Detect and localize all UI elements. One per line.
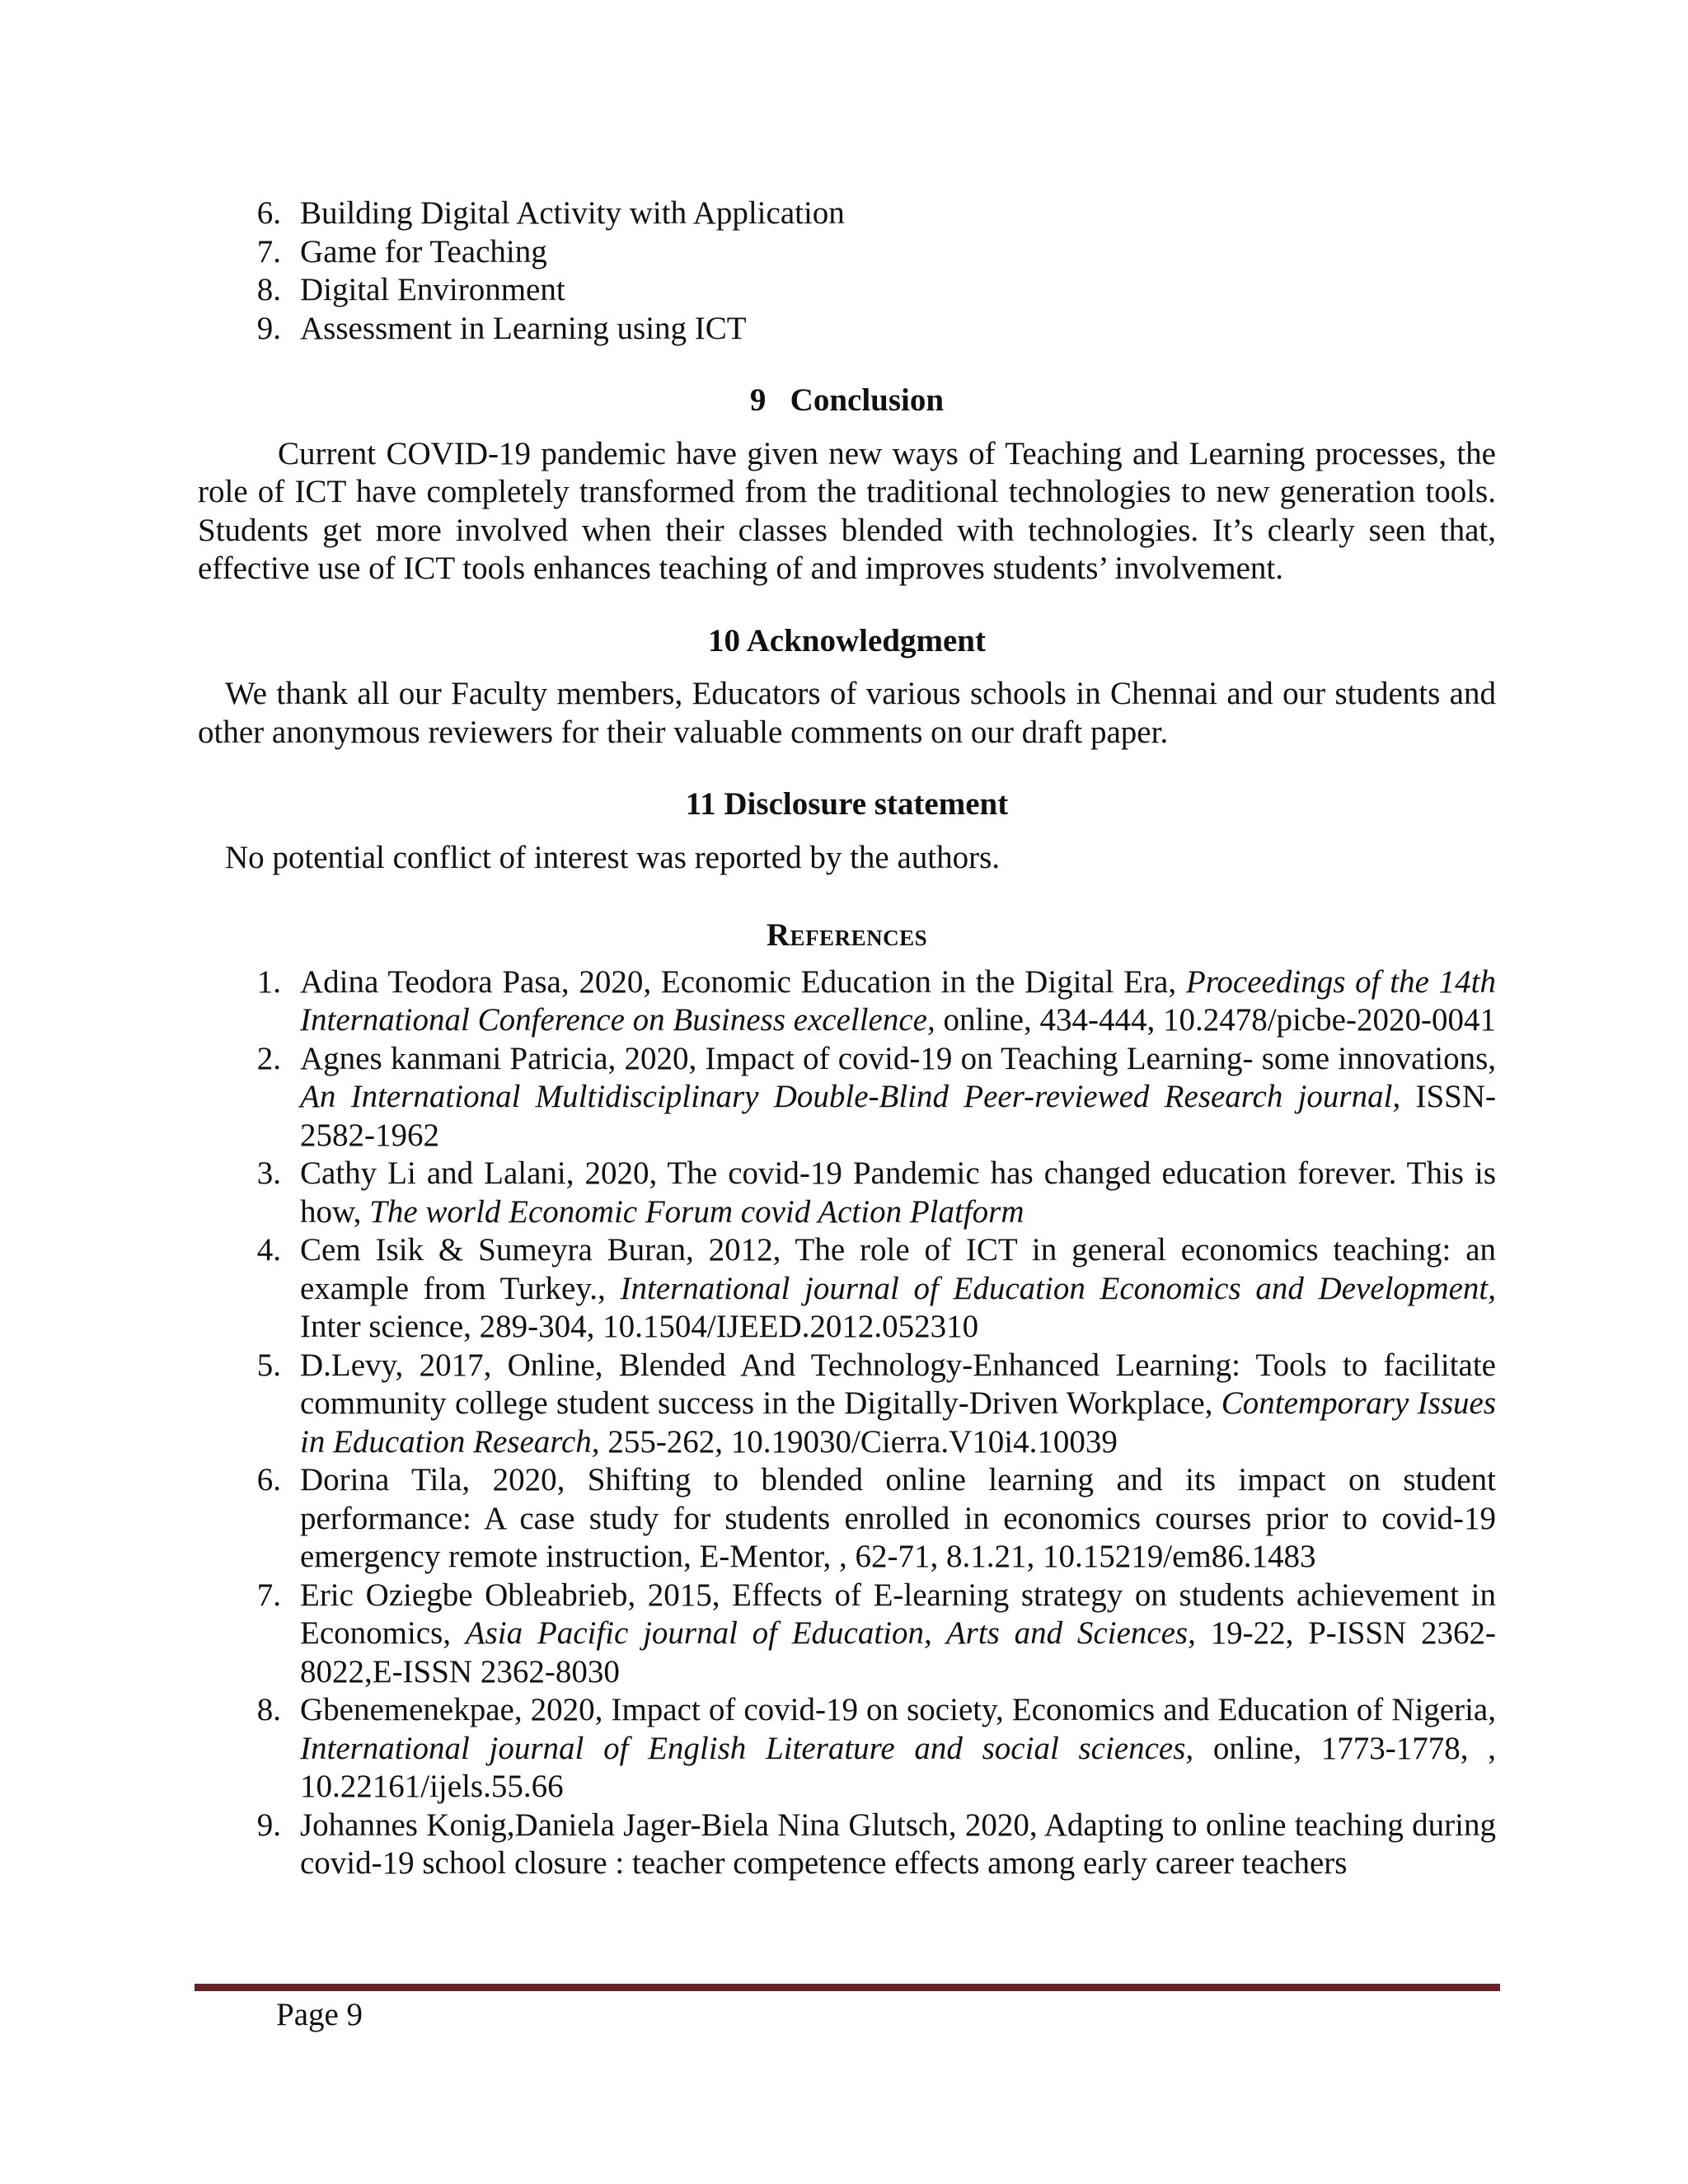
list-text: Game for Teaching	[300, 233, 547, 269]
list-number: 9.	[256, 310, 281, 346]
references-list	[198, 963, 1496, 1883]
list-text: Assessment in Learning using ICT	[300, 310, 747, 346]
references-heading: References	[766, 917, 928, 953]
list-item	[198, 233, 1496, 272]
reference-number: 7.	[256, 1577, 281, 1613]
acknowledgment-text: We thank all our Faculty members, Educators of various schools in Chennai and our students and other anonymous reviewers for their valuable comments on our draft paper.	[198, 676, 1496, 750]
list-item	[198, 194, 1496, 233]
list-item	[198, 271, 1496, 310]
list-item	[198, 310, 1496, 349]
reference-number: 4.	[256, 1232, 281, 1268]
page-number: Page 9	[276, 1997, 363, 2032]
reference-text: Gbenemenekpae, 2020, Impact of covid-19 on society, Economics and Education of Nigeria, International journal of English Literature and social sciences, online, 1773-1778, , 10.22161/ijels.55.66	[300, 1692, 1497, 1804]
reference-item	[198, 963, 1496, 1040]
reference-text: Agnes kanmani Patricia, 2020, Impact of covid-19 on Teaching Learning- some innovations, An International Multidisciplinary Double-Blind Peer-reviewed Research journal, ISSN-2582-1962	[300, 1040, 1496, 1153]
disclosure-heading: 11 Disclosure statement	[685, 786, 1009, 822]
continued-list	[198, 194, 1496, 348]
reference-number: 8.	[256, 1692, 281, 1727]
reference-text: Johannes Konig,Daniela Jager-Biela Nina Glutsch, 2020, Adapting to online teaching during covid-19 school closure : teacher competence effects among early career teachers	[300, 1807, 1496, 1881]
reference-text: Cem Isik & Sumeyra Buran, 2012, The role of ICT in general economics teaching: an example from Turkey., International journal of Education Economics and Development, Inter science, 289-304, 10.1504/IJEED.2012.052310	[300, 1232, 1496, 1344]
reference-item	[198, 1231, 1496, 1347]
reference-number: 1.	[256, 963, 281, 1000]
list-number: 7.	[256, 233, 281, 269]
reference-number: 9.	[256, 1807, 281, 1843]
conclusion-text: Current COVID-19 pandemic have given new ways of Teaching and Learning processes, the role of ICT have completely transformed from the traditional technologies to new generation tools. Students get more involved when their classes blended with technologies. It’s clearly seen that, effective use of ICT tools enhances teaching of and improves students’ involvement.	[198, 435, 1496, 586]
list-number: 8.	[256, 272, 281, 307]
reference-item	[198, 1155, 1496, 1231]
list-text: Digital Environment	[300, 272, 565, 307]
reference-item	[198, 1807, 1496, 1883]
reference-item	[198, 1691, 1496, 1807]
reference-item	[198, 1040, 1496, 1155]
reference-item	[198, 1461, 1496, 1577]
reference-text: Eric Oziegbe Obleabrieb, 2015, Effects of E-learning strategy on students achievement in Economics, Asia Pacific journal of Education, Arts and Sciences, 19-22, P-ISSN 2362-8022,E-ISSN 2362-8030	[300, 1577, 1497, 1690]
reference-text: Adina Teodora Pasa, 2020, Economic Education in the Digital Era, Proceedings of the 14th International Conference on Business excellence, online, 434-444, 10.2478/picbe-2020-0041	[300, 963, 1496, 1038]
list-text: Building Digital Activity with Application	[300, 195, 845, 231]
reference-number: 6.	[256, 1462, 281, 1497]
page-content	[198, 194, 1496, 1883]
footer-rule	[195, 1984, 1500, 1991]
reference-item	[198, 1577, 1496, 1692]
reference-number: 5.	[256, 1347, 281, 1383]
disclosure-text: No potential conflict of interest was reported by the authors.	[225, 839, 1001, 875]
reference-number: 2.	[256, 1040, 281, 1076]
reference-text: Dorina Tila, 2020, Shifting to blended online learning and its impact on student performance: A case study for students enrolled in economics courses prior to covid-19 emergency remote instruction, E-Mentor, , 62-71, 8.1.21, 10.15219/em86.1483	[300, 1462, 1496, 1574]
list-number: 6.	[256, 195, 281, 231]
acknowledgment-heading: 10 Acknowledgment	[708, 622, 986, 658]
reference-text: D.Levy, 2017, Online, Blended And Technology-Enhanced Learning: Tools to facilitate community college student success in the Digitally-Driven Workplace, Contemporary Issues in Education Research, 255-262, 10.19030/Cierra.V10i4.10039	[300, 1347, 1496, 1460]
conclusion-heading: 9 Conclusion	[749, 382, 945, 418]
reference-text: Cathy Li and Lalani, 2020, The covid-19 Pandemic has changed education forever. This is how, The world Economic Forum covid Action Platform	[300, 1155, 1496, 1230]
reference-item	[198, 1347, 1496, 1462]
reference-number: 3.	[256, 1155, 281, 1191]
